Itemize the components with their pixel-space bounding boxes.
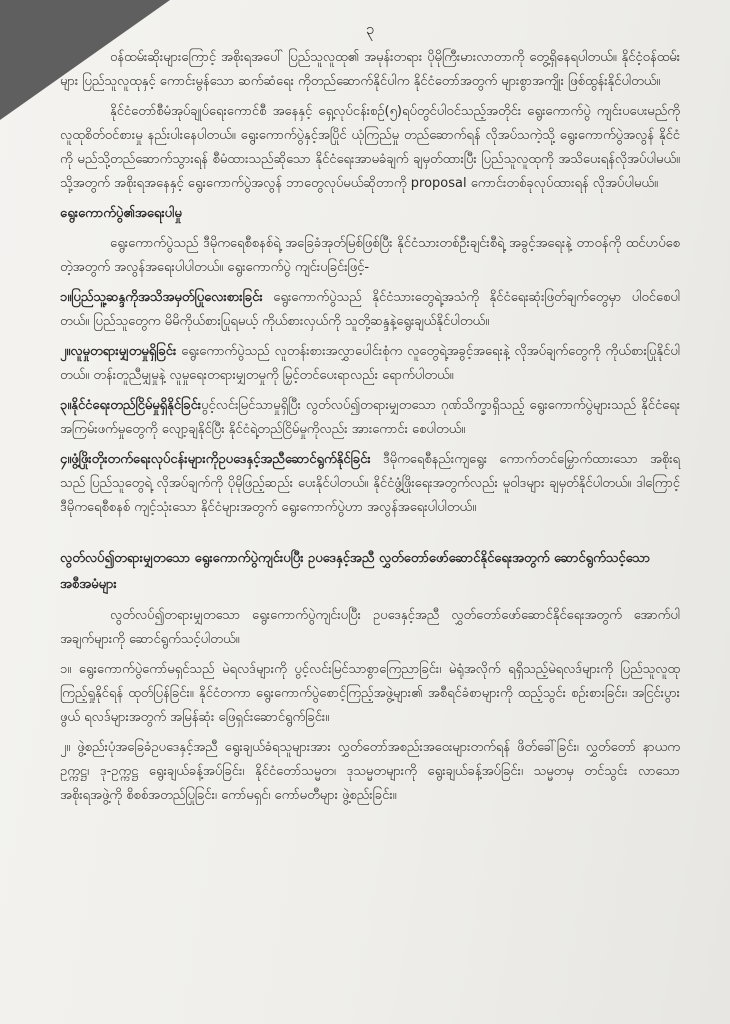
item-lead: လူမှုတရားမျှတမှုရှိခြင်း [70, 344, 177, 359]
item-number: ၂။ [60, 344, 71, 359]
item-text: ရွေးကောက်ပွဲကော်မရှင်သည် မဲရလဒ်များကို ပွင့်လင်းမြင်သာစွာကြေညာခြင်း၊ မဲရုံအလိုက် ရရှိသည့်မဲရလဒ်များကို ပြည်သူလူထု ကြည့်ရှုနိုင်ရန် ထုတ်ပြန်ခြင်း။ နိုင်ငံတကာ ရွေးကောက်ပွဲစောင့်ကြည့်အဖွဲ့များ၏ အစီရင်ခံစာများကို ထည့်သွင်း စဉ်းစားခြင်း၊ အငြင်းပွားဖွယ် ရလဒ်များအတွက် အမြန်ဆုံး ဖြေရှင်းဆောင်ရွက်ခြင်း။ [60, 662, 680, 725]
measures-item-2 [60, 736, 680, 808]
item-number: ၄။ [60, 452, 72, 467]
item-number: ၁။ [60, 290, 72, 305]
item-text: ပွင့်လင်းမြင်သာမှုရှိပြီး လွတ်လပ်၍တရားမျှတသော ဂုဏ်သိက္ခာရှိသည့် ရွေးကောက်ပွဲများသည် နိုင်ငံရေးအကြမ်းဖက်မှုတွေကို လျော့ချနိုင်ပြီး နိုင်ငံရဲ့တည်ငြိမ်မှုကိုလည်း အားကောင်း စေပါတယ်။ [60, 398, 680, 437]
item-number: ၃။ [60, 398, 72, 413]
paragraph-4: လွတ်လပ်၍တရားမျှတသော ရွေးကောက်ပွဲကျင်းပပြီး ဥပဒေနှင့်အညီ လွှတ်တော်ဖော်ဆောင်နိုင်ရေးအတွက် အောက်ပါအချက်များကို ဆောင်ရွက်သင့်ပါတယ်။ [60, 608, 680, 647]
item-lead: ပြည်သူ့ဆန္ဒကိုအသိအမှတ်ပြုလေးစားခြင်း [71, 290, 263, 305]
item-number: ၂။ [60, 740, 71, 755]
item-text: ဒီမိုကရေစီနည်းကျရွေး ကောက်တင်မြှောက်ထားသော အစိုးရသည် ပြည်သူတွေရဲ့ လိုအပ်ချက်ကို ပိုမိုဖြည့်ဆည်း ပေးနိုင်ပါတယ်။ နိုင်ငံဖွံ့ဖြိုးရေးအတွက်လည်း မူဝါဒများ ချမှတ်နိုင်ပါတယ်။ ဒါကြောင့် ဒီမိုကရေစီစနစ် ကျင့်သုံးသော နိုင်ငံများအတွက် ရွေးကောက်ပွဲဟာ အလွန်အရေးပါပါတယ်။ [60, 452, 680, 515]
section-heading-measures: လွတ်လပ်၍တရားမျှတသော ရွေးကောက်ပွဲကျင်းပပြီး ဥပဒေနှင့်အညီ လွှတ်တော်ဖော်ဆောင်နိုင်ရေးအတွက် ဆောင်ရွက်သင့်သော အစီအမံများ [60, 551, 651, 592]
measures-list [60, 658, 680, 808]
importance-item-2 [60, 340, 680, 388]
page-content [60, 18, 680, 814]
paragraph-2: နိုင်ငံတော်စီမံအုပ်ချုပ်ရေးကောင်စီ အနေနှင့် ရှေ့လုပ်ငန်းစဉ်(၅)ရပ်တွင်ပါဝင်သည့်အတိုင်း ရွေးကောက်ပွဲ ကျင်းပပေးမည်ကို လူထုစိတ်ဝင်စားမှု နည်းပါးနေပါတယ်။ ရွေးကောက်ပွဲနှင့်အပြိုင် ယုံကြည်မှု တည်ဆောက်ရန် လိုအပ်သကဲ့သို့ ရွေးကောက်ပွဲအလွန် နိုင်ငံကို မည်သို့တည်ဆောက်သွားရန် စီမံထားသည်ဆိုသော နိုင်ငံရေးအာမခံချက် ချမှတ်ထားပြီး ပြည်သူလူထုကို အသိပေးရန်လိုအပ်ပါမယ်။ သို့အတွက် အစိုးရအနေနှင့် ရွေးကောက်ပွဲအလွန် ဘာတွေလုပ်မယ်ဆိုတာကို proposal ကောင်းတစ်ခုလုပ်ထားရန် လိုအပ်ပါမယ်။ [60, 104, 680, 191]
paragraph-1: ဝန်ထမ်းဆိုးများကြောင့် အစိုးရအပေါ် ပြည်သူလူထု၏ အမုန်းတရား ပိုမိုကြီးမားလာတာကို တွေ့ရှိနေရပါတယ်။ နိုင်ငံ့ဝန်ထမ်းများ ပြည်သူလူထုနှင့် ကောင်းမွန်သော ဆက်ဆံရေး ကိုတည်ဆောက်နိုင်ပါက နိုင်ငံတော်အတွက် များစွာအကျိုး ဖြစ်ထွန်းနိုင်ပါတယ်။ [60, 50, 680, 89]
measures-item-1 [60, 658, 680, 730]
importance-list [60, 286, 680, 520]
importance-item-4 [60, 448, 680, 520]
item-text: ရွေးကောက်ပွဲသည် နိုင်ငံသားတွေရဲ့အသံကို နိုင်ငံရေးဆုံးဖြတ်ချက်တွေမှာ ပါဝင်စေပါတယ်။ ပြည်သူတွေက မိမိကိုယ်စားပြုရမယ့် ကိုယ်စားလှယ်ကို သူတို့ဆန္ဒနဲ့ရွေးချယ်နိုင်ပါတယ်။ [60, 290, 680, 329]
section-heading-importance: ရွေးကောက်ပွဲ၏အရေးပါမှု [60, 206, 182, 221]
page-number: ၃ [365, 20, 375, 38]
item-number: ၁။ [60, 662, 72, 677]
paragraph-3: ရွေးကောက်ပွဲသည် ဒီမိုကရေစီစနစ်ရဲ့ အခြေခံအုတ်မြစ်ဖြစ်ပြီး နိုင်ငံသားတစ်ဦးချင်းစီရဲ့ အခွင့်အရေးနဲ့ တာဝန်ကို ထင်ဟပ်စေတဲ့အတွက် အလွန်အရေးပါပါတယ်။ ရွေးကောက်ပွဲ ကျင်းပခြင်းဖြင့်- [60, 236, 680, 275]
item-lead: နိုင်ငံရေးတည်ငြိမ်မှုရှိနိုင်ခြင်း [71, 398, 202, 413]
importance-item-3 [60, 394, 680, 442]
item-text: ရွေးကောက်ပွဲသည် လူတန်းစားအလွှာပေါင်းစုံက လူတွေရဲ့အခွင့်အရေးနဲ့ လိုအပ်ချက်တွေကို ကိုယ်စားပြုနိုင်ပါတယ်။ တန်းတူညီမျှမှုနဲ့ လူမှုရေးတရားမျှတမှုကို မြှင့်တင်ပေးရာလည်း ရောက်ပါတယ်။ [60, 344, 680, 383]
item-lead: ဖွံ့ဖြိုးတိုးတက်ရေးလုပ်ငန်းများကိုဥပဒေနှင့်အညီဆောင်ရွက်နိုင်ခြင်း [71, 452, 371, 467]
importance-item-1 [60, 286, 680, 334]
item-text: ဖွဲ့စည်းပုံအခြေခံဥပဒေနှင့်အညီ ရွေးချယ်ခံရသူများအား လွှတ်တော်အစည်းအဝေးများတက်ရန် ဖိတ်ခေါ်ခြင်း၊ လွှတ်တော် နာယက ဥက္ကဋ္ဌ၊ ဒု-ဥက္ကဋ္ဌ ရွေးချယ်ခန့်အပ်ခြင်း၊ နိုင်ငံတော်သမ္မတ၊ ဒုသမ္မတများကို ရွေးချယ်ခန့်အပ်ခြင်း၊ သမ္မတမှ တင်သွင်း လာသော အစိုးရအဖွဲ့ကို စိစစ်အတည်ပြုခြင်း၊ ကော်မရှင်၊ ကော်မတီများ ဖွဲ့စည်းခြင်း။ [60, 740, 680, 803]
